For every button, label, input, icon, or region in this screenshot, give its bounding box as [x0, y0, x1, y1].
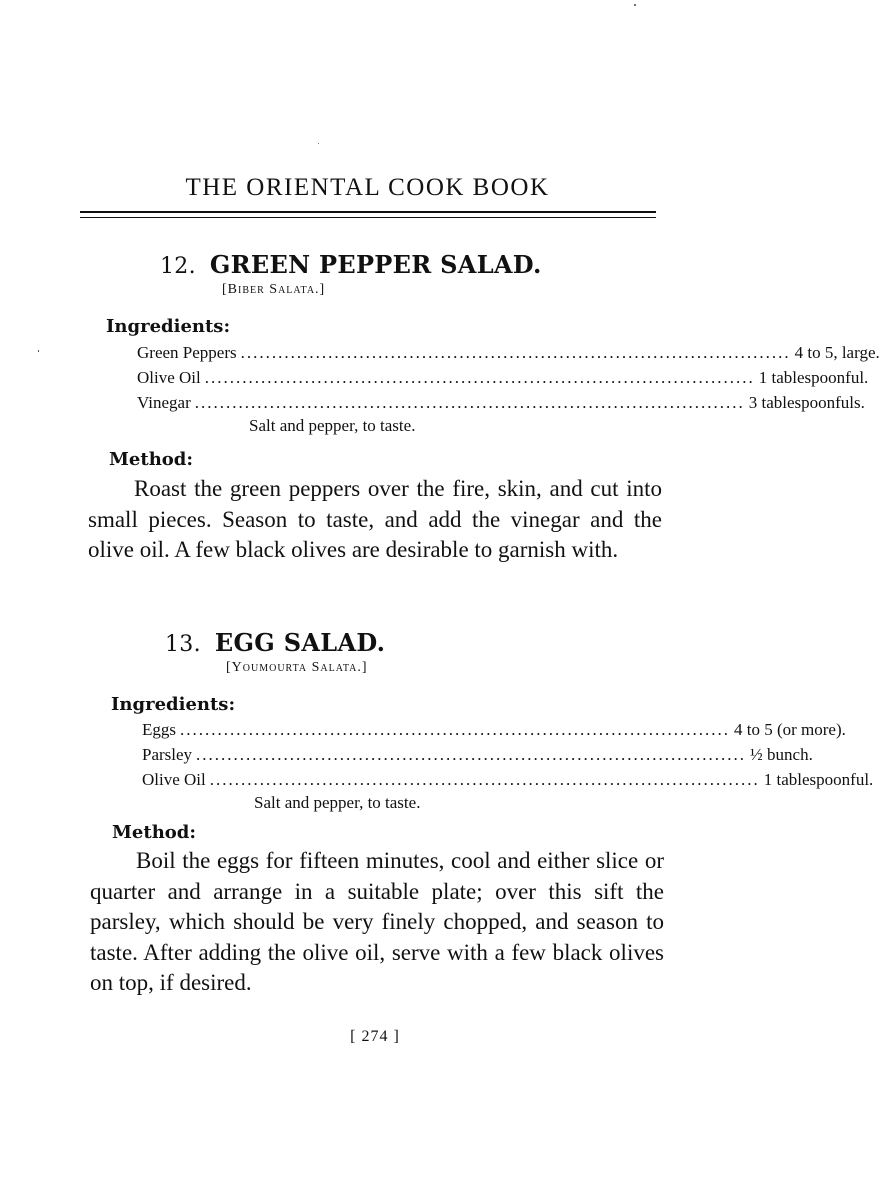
recipe-subtitle: [Biber Salata.] — [222, 282, 326, 297]
recipe-number: 13. — [165, 632, 201, 657]
ingredient-quantity: ½ bunch. — [750, 745, 813, 764]
method-label: Method: — [112, 822, 197, 843]
leader-dots: ........................................................................................ — [209, 770, 760, 789]
leader-dots: ........................................................................................ — [194, 393, 745, 412]
header-rule-thin — [80, 217, 656, 218]
ingredients-label: Ingredients: — [111, 694, 236, 715]
paper-speck — [318, 143, 319, 144]
recipe-title — [160, 250, 542, 279]
ingredient-row — [142, 770, 874, 790]
leader-dots: ........................................................................................ — [204, 368, 755, 387]
leader-dots: ........................................................................................ — [180, 720, 730, 739]
ingredient-quantity: 4 to 5 (or more). — [734, 720, 846, 739]
method-label: Method: — [109, 449, 194, 470]
ingredient-row — [142, 720, 846, 740]
ingredients-label: Ingredients: — [106, 316, 231, 337]
recipe-subtitle: [Youmourta Salata.] — [226, 660, 368, 675]
ingredient-quantity: 3 tablespoonfuls. — [748, 393, 865, 412]
ingredient-quantity: 1 tablespoonful. — [763, 770, 874, 789]
ingredient-quantity: 1 tablespoonful. — [758, 368, 869, 387]
recipe-name: GREEN PEPPER SALAD. — [209, 250, 542, 279]
ingredient-name: Parsley — [142, 745, 193, 764]
ingredient-row — [137, 393, 865, 413]
ingredient-name: Eggs — [142, 720, 176, 739]
leader-dots: ........................................................................................ — [240, 343, 791, 362]
ingredient-row — [137, 343, 880, 363]
method-text: Roast the green peppers over the fire, skin, and cut into small pieces. Season to taste, and add the vinegar and the olive oil. A few black olives are desirable to garnish with. — [88, 476, 662, 562]
seasoning-note: Salt and pepper, to taste. — [249, 416, 416, 435]
ingredient-name: Olive Oil — [142, 770, 206, 789]
recipe-name: EGG SALAD. — [214, 628, 386, 657]
paper-speck — [38, 350, 39, 352]
ingredient-name: Olive Oil — [137, 368, 201, 387]
ingredient-name: Vinegar — [137, 393, 191, 412]
ingredient-name: Green Peppers — [137, 343, 237, 362]
method-text: Boil the eggs for fifteen minutes, cool and either slice or quarter and arrange in a suitable plate; over this sift the parsley, which should be very finely chopped, and season to taste. After adding the olive oil, serve with a few black olives on top, if desired. — [90, 848, 664, 995]
ingredient-row — [142, 745, 813, 765]
ingredient-row — [137, 368, 869, 388]
recipe-title — [165, 628, 385, 657]
ingredient-quantity: 4 to 5, large. — [794, 343, 880, 362]
paper-speck — [634, 4, 636, 6]
recipe-number: 12. — [160, 254, 196, 279]
running-head: THE ORIENTAL COOK BOOK — [185, 174, 550, 201]
seasoning-note: Salt and pepper, to taste. — [254, 793, 421, 812]
leader-dots: ........................................................................................ — [196, 745, 747, 764]
page-number: [ 274 ] — [350, 1028, 400, 1045]
header-rule-thick — [80, 211, 656, 213]
